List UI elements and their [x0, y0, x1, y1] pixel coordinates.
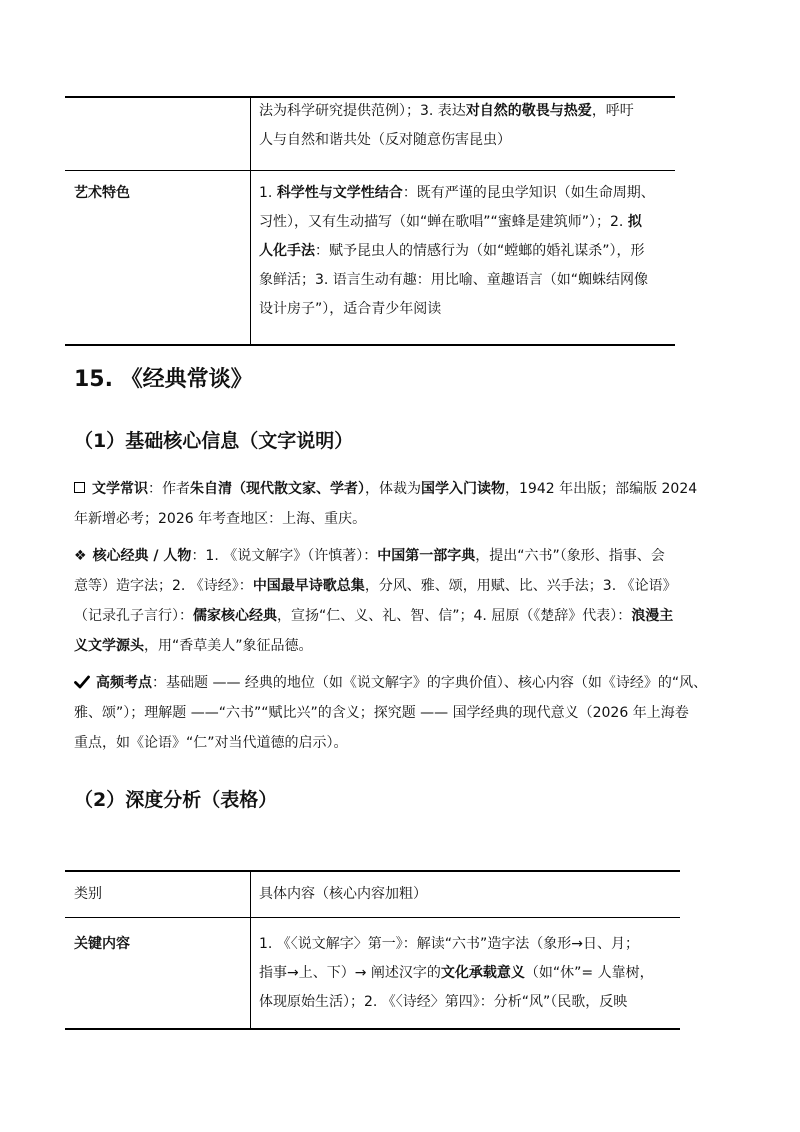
table-1-row-continued-content — [259, 97, 671, 155]
table-2-bottom-border — [65, 1028, 680, 1030]
text: ：1. 《说文解字》（许慎著）： — [191, 548, 378, 564]
table-2-column-divider — [250, 871, 251, 1029]
text: 重点，如《论语》“仁”对当代道德的启示）。 — [74, 735, 348, 751]
bold-text: 国学入门读物 — [421, 481, 505, 497]
text-line — [259, 988, 677, 1017]
text: ：既有严谨的昆虫学知识（如生命周期、 — [402, 185, 655, 201]
bold-text: 儒家核心经典 — [193, 608, 277, 624]
text-line — [259, 237, 671, 266]
line-text — [93, 548, 665, 564]
text-line — [259, 126, 671, 155]
text: ，用“香草美人”象征品德。 — [144, 638, 313, 654]
bold-text: 科学性与文学性结合 — [276, 185, 403, 201]
text: 雅、颂”）；理解题 ——“六书”“赋比兴”的含义；探究题 —— 国学经典的现代意义（2026 年上海卷 — [74, 705, 689, 721]
text-line — [74, 698, 728, 728]
text: 指事→上、下）→ 阐述汉字的 — [259, 965, 441, 981]
table-2-top-border — [65, 870, 680, 872]
text: ，提出“六书”（象形、指事、会 — [475, 548, 665, 564]
text-line — [259, 959, 677, 988]
bold-text: 朱自清（现代散文家、学者） — [190, 481, 365, 497]
text-line — [259, 930, 677, 959]
text-line — [259, 295, 671, 324]
text-line — [74, 504, 728, 534]
text-line — [74, 631, 728, 661]
text: ，1942 年出版；部编版 2024 — [505, 481, 698, 497]
text-line — [74, 728, 728, 758]
table-1-row-label: 艺术特色 — [74, 185, 130, 201]
text: （如“休”= 人靠树， — [524, 965, 654, 981]
table-1-row-content — [259, 179, 671, 324]
bold-text: 核心经典 / 人物 — [92, 548, 192, 564]
table-2-row-label: 关键内容 — [74, 936, 130, 952]
text: 法为科学研究提供范例）；3. 表达 — [259, 103, 466, 119]
text-line — [259, 97, 671, 126]
text: 体现原始生活）；2. 《〈诗经〉第四》：分析“风”（民歌，反映 — [259, 994, 628, 1010]
text-line — [74, 541, 728, 571]
text: 人与自然和谐共处（反对随意伤害昆虫） — [259, 132, 511, 148]
text: 意等）造字法；2. 《诗经》： — [74, 578, 253, 594]
text-line — [259, 266, 671, 295]
text: 象鲜活；3. 语言生动有趣：用比喻、童趣语言（如“蜘蛛结网像 — [259, 272, 649, 288]
table-2-row-content — [259, 930, 677, 1017]
text: 习性），又有生动描写（如“蝉在歌唱”“蜜蜂是建筑师”）；2. — [259, 214, 628, 230]
text: 设计房子”），适合青少年阅读 — [259, 301, 442, 317]
text-line — [259, 179, 671, 208]
text: ，体裁为 — [365, 481, 421, 497]
bold-text: 文化承载意义 — [440, 965, 525, 981]
paragraph-literary-knowledge — [74, 474, 728, 534]
text: ，呼吁 — [591, 103, 634, 119]
paragraph-core-classics — [74, 541, 728, 661]
line-text — [96, 675, 707, 691]
text-line — [74, 571, 728, 601]
table-2-header-category: 类别 — [74, 886, 102, 902]
bold-text: 中国最早诗歌总集 — [252, 578, 365, 594]
subsection-title-deep-analysis: （2）深度分析（表格） — [74, 789, 278, 811]
text: ：基础题 —— 经典的地位（如《说文解字》的字典价值）、核心内容（如《诗经》的“风、 — [152, 675, 708, 691]
table-1-row-divider — [65, 170, 675, 171]
bold-text: 高频考点 — [96, 675, 152, 691]
text-line — [74, 474, 728, 504]
text: ：赋予昆虫人的情感行为（如“螳螂的婚礼谋杀”），形 — [315, 243, 645, 259]
bold-text: 中国第一部字典 — [377, 548, 476, 564]
text-line — [259, 208, 671, 237]
line-text — [92, 481, 697, 497]
table-1-bottom-border — [65, 344, 675, 346]
text: （记录孔子言行）： — [74, 608, 193, 624]
text: 1. 《〈说文解字〉第一》：解读“六书”造字法（象形→日、月； — [259, 936, 640, 952]
text: ：作者 — [148, 481, 190, 497]
diamond-bullet-icon: ❖ — [74, 548, 87, 564]
table-2-header-content: 具体内容（核心内容加粗） — [259, 886, 427, 902]
bold-text: 对自然的敬畏与热爱 — [465, 103, 592, 119]
check-icon — [74, 675, 90, 689]
bold-text: 拟 — [627, 214, 642, 230]
square-bullet-icon — [74, 482, 85, 493]
bold-text: 文学常识 — [92, 481, 148, 497]
paragraph-exam-points — [74, 668, 728, 758]
text: 年新增必考；2026 年考查地区：上海、重庆。 — [74, 511, 367, 527]
text-line — [74, 668, 728, 698]
text: ，分风、雅、颂，用赋、比、兴手法；3. 《论语》 — [364, 578, 677, 594]
table-2-header-divider — [65, 917, 680, 918]
section-title: 15. 《经典常谈》 — [74, 367, 253, 392]
table-1-column-divider — [250, 97, 251, 345]
bold-text: 人化手法 — [259, 243, 315, 259]
bold-text: 浪漫主 — [631, 608, 674, 624]
text: 1. — [259, 185, 277, 201]
text-line — [74, 601, 728, 631]
subsection-title-basic-info: （1）基础核心信息（文字说明） — [74, 430, 354, 452]
bold-text: 义文学源头 — [74, 638, 144, 654]
text: ，宣扬“仁、义、礼、智、信”；4. 屈原（《楚辞》代表）： — [277, 608, 632, 624]
